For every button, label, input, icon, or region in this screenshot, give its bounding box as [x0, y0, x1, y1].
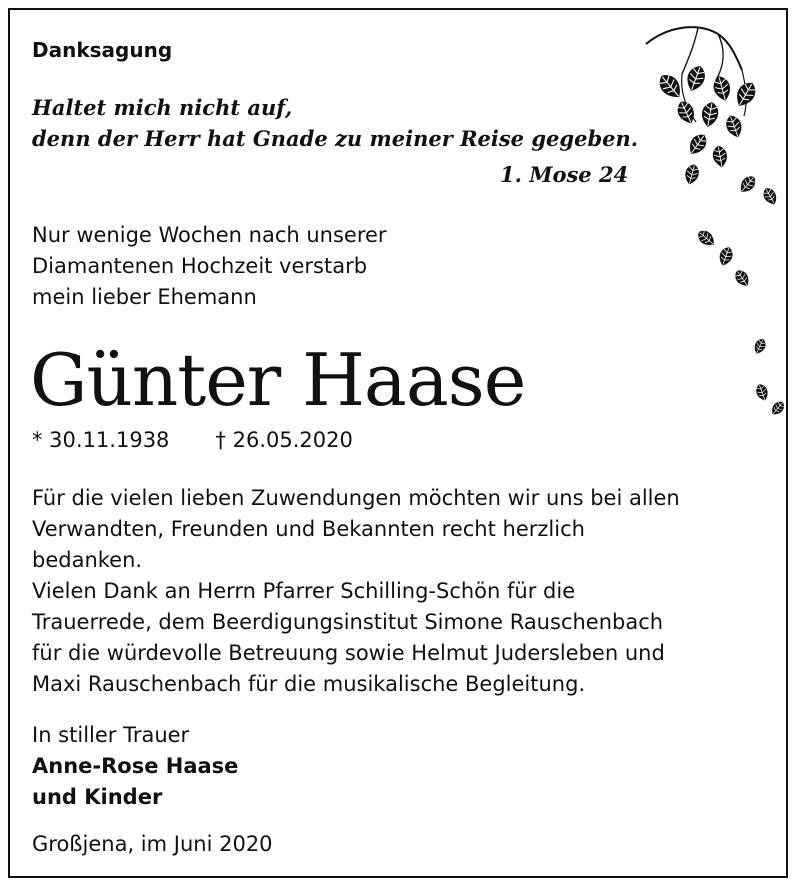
thanks-line: bedanken.	[32, 548, 143, 572]
intro-text	[32, 220, 387, 313]
birth-date: * 30.11.1938	[32, 428, 170, 452]
thanks-line: Vielen Dank an Herrn Pfarrer Schilling-Schön für die	[32, 579, 576, 603]
verse-line: Haltet mich nicht auf,	[32, 95, 293, 120]
life-dates	[32, 428, 353, 452]
notice-heading: Danksagung	[32, 38, 173, 62]
falling-birch-leaves-icon	[638, 16, 786, 436]
bible-verse	[32, 92, 638, 154]
death-date: † 26.05.2020	[215, 428, 353, 452]
mourner-name: und Kinder	[32, 785, 163, 809]
verse-line: denn der Herr hat Gnade zu meiner Reise gegeben.	[32, 126, 639, 151]
thanks-text	[32, 483, 777, 700]
obituary-notice	[8, 8, 788, 878]
intro-line: mein lieber Ehemann	[32, 285, 257, 309]
thanks-line: Verwandten, Freunden und Bekannten recht herzlich	[32, 517, 585, 541]
mourning-label: In stiller Trauer	[32, 723, 190, 747]
place-date: Großjena, im Juni 2020	[32, 832, 273, 856]
intro-line: Diamantenen Hochzeit verstarb	[32, 254, 368, 278]
thanks-line: Maxi Rauschenbach für die musikalische Begleitung.	[32, 672, 586, 696]
thanks-line: Trauerrede, dem Beerdigungsinstitut Simone Rauschenbach	[32, 610, 664, 634]
deceased-name: Günter Haase	[30, 338, 526, 422]
intro-line: Nur wenige Wochen nach unserer	[32, 223, 387, 247]
mourner-name: Anne-Rose Haase	[32, 754, 239, 778]
thanks-line: Für die vielen lieben Zuwendungen möchten wir uns bei allen	[32, 486, 680, 510]
thanks-line: für die würdevolle Betreuung sowie Helmut Judersleben und	[32, 641, 665, 665]
mourners-block	[32, 720, 238, 813]
verse-reference: 1. Mose 24	[500, 162, 629, 187]
